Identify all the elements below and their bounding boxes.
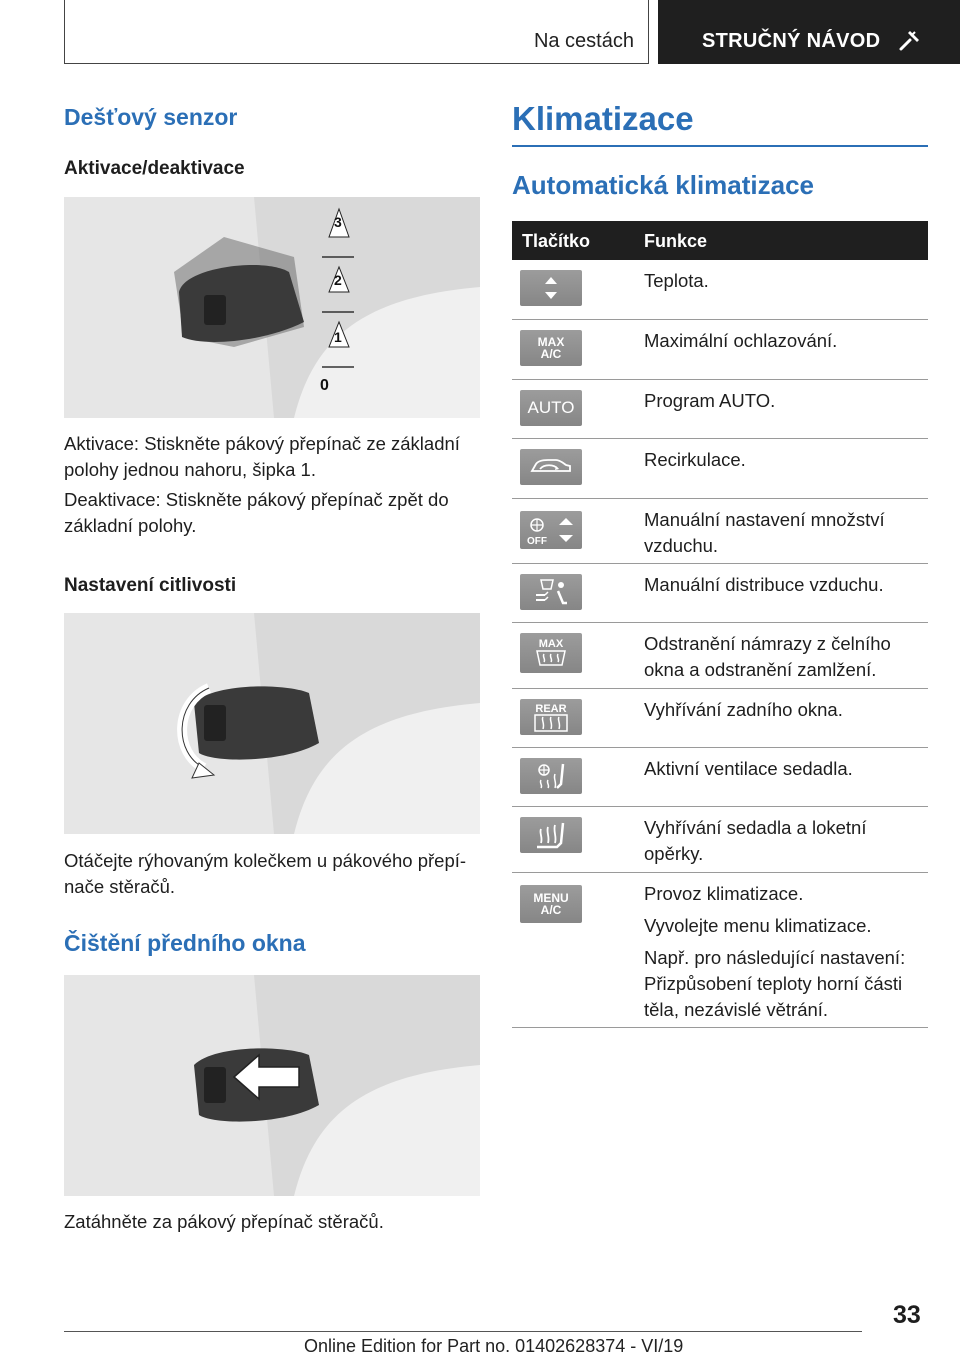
function-text: Teplota. (644, 270, 709, 291)
sensitivity-subheading: Nastavení citlivosti (64, 575, 237, 596)
table-row (512, 260, 928, 320)
seat-ventilation-icon (520, 758, 582, 794)
function-text: Vyhřívání zadního okna. (644, 699, 843, 720)
seat-heating-icon (520, 817, 582, 853)
table-row (512, 623, 928, 689)
function-text: Manuální distribuce vzduchu. (644, 574, 884, 595)
arrow-label-2: 2 (334, 272, 342, 288)
rain-sensor-heading: Dešťový senzor (64, 104, 238, 130)
windshield-cleaning-heading: Čištění předního okna (64, 930, 306, 956)
wiper-lever-photo-sensitivity (64, 613, 480, 834)
auto-icon: AUTO (520, 390, 582, 426)
max-ac-icon: MAX A/C (520, 330, 582, 366)
rear-label: REAR (535, 703, 567, 715)
climate-heading: Klimatizace (512, 100, 694, 137)
header-chapter-label: STRUČNÝ NÁVOD (702, 30, 881, 52)
table-row (512, 380, 928, 439)
max-label: MAX (538, 638, 564, 650)
recirculation-icon (520, 449, 582, 485)
function-text: Recirkulace. (644, 449, 746, 470)
air-distribution-icon (520, 574, 582, 610)
table-row (512, 873, 928, 1028)
auto-climate-heading: Automatická klimatizace (512, 170, 815, 200)
rear-defrost-icon (520, 699, 582, 735)
table-row (512, 320, 928, 380)
temperature-arrows-icon (520, 270, 582, 306)
footer-rule (64, 1331, 862, 1332)
header-chapter-box (658, 0, 960, 64)
climate-heading-rule (512, 145, 928, 147)
header-section-label: Na cestách (533, 30, 634, 52)
off-label: OFF (527, 536, 547, 547)
function-text: Vyhřívání sedadla a loketní opěrky. (644, 817, 867, 864)
menu-ac-icon: MENU A/C (520, 885, 582, 923)
function-text: Maximální ochlazování. (644, 330, 838, 351)
activation-subheading: Aktivace/deaktivace (64, 158, 245, 179)
arrow-label-0: 0 (320, 377, 329, 394)
column-header-function: Funkce (644, 231, 708, 251)
header-section-box (64, 0, 649, 64)
activation-paragraph: Aktivace: Stiskněte pákový přepínač ze základní polohy jednou nahoru, šipka 1. (64, 433, 460, 480)
climate-button-table (512, 221, 928, 1028)
footer-edition: Online Edition for Part no. 01402628374 - VI/19 (304, 1336, 684, 1356)
table-row (512, 689, 928, 748)
quick-guide-icon (898, 28, 922, 52)
wiper-lever-photo-activation (64, 197, 480, 418)
function-text: Manuální nastavení množství vzduchu. (644, 509, 885, 556)
function-text: Program AUTO. (644, 390, 776, 411)
arrow-label-1: 1 (334, 329, 342, 345)
function-text: Aktivní ventilace sedadla. (644, 758, 853, 779)
deactivation-paragraph: Deaktivace: Stiskněte pákový přepínač zpět do základní polohy. (64, 489, 449, 536)
table-row (512, 439, 928, 499)
wiper-lever-photo-cleaning (64, 975, 480, 1196)
function-text: Např. pro následující nastavení: Přizpůsobení teploty horní části těla, nezávislé větrání. (644, 947, 906, 1020)
column-header-button: Tlačítko (522, 231, 591, 251)
sensitivity-paragraph: Otáčejte rýhovaným kolečkem u pákového přepí‐ nače stěračů. (64, 850, 467, 897)
function-text: Vyvolejte menu klimatizace. (644, 915, 872, 936)
max-defrost-icon (520, 633, 582, 673)
table-row (512, 564, 928, 623)
function-text: Provoz klimatizace. (644, 883, 804, 904)
function-text: Odstranění námrazy z čelního okna a odstranění zamlžení. (644, 633, 891, 680)
cleaning-paragraph: Zatáhněte za pákový přepínač stěračů. (64, 1211, 384, 1232)
fan-off-arrows-icon (520, 511, 582, 549)
page-number: 33 (893, 1301, 921, 1329)
table-row (512, 748, 928, 807)
table-row (512, 807, 928, 873)
table-header (512, 221, 928, 260)
arrow-label-3: 3 (334, 214, 342, 230)
table-row (512, 499, 928, 564)
